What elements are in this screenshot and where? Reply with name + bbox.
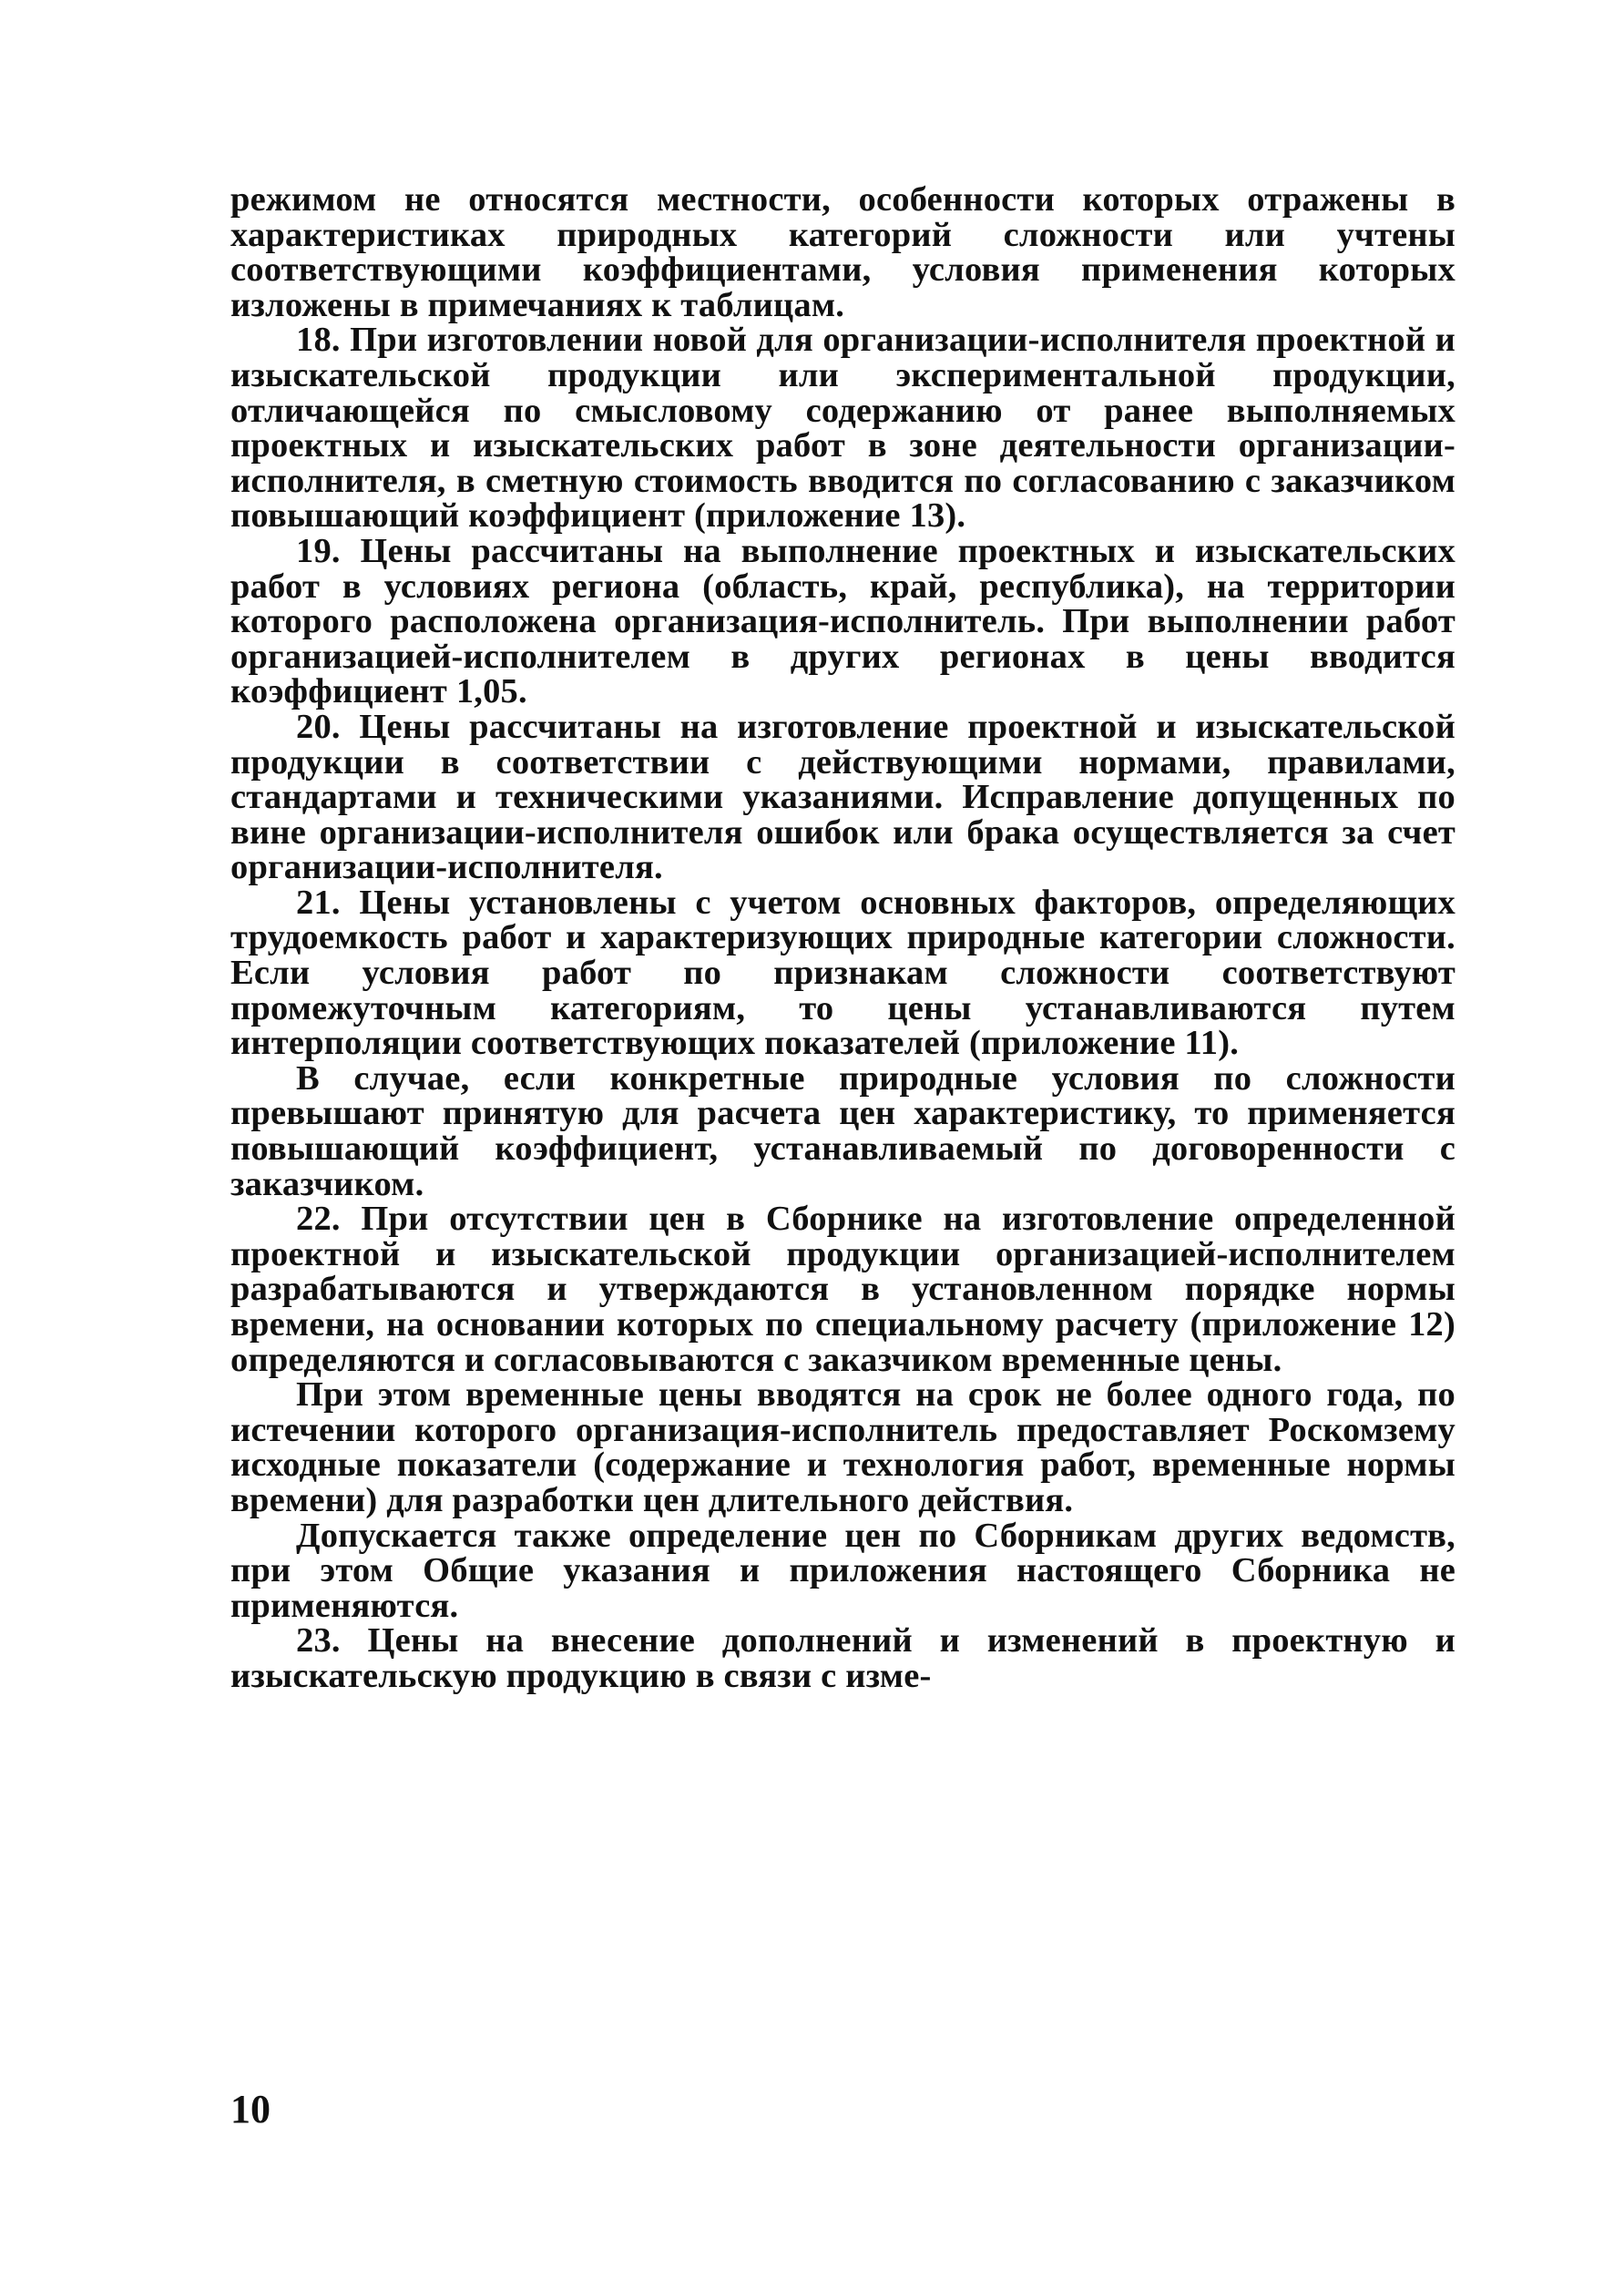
paragraph-21-case: В случае, если конкретные природные условия по сложности превышают принятую для расчета цен характеристику, то применяется повышающий коэффициент, устанавливаемый по договоренности с заказчиком. [230,1058,1455,1203]
paragraph-22-other-collections: Допускается также определение цен по Сборникам других ведомств, при этом Общие указания и приложения настоящего Сборника не применяются. [230,1516,1455,1625]
paragraph-19: 19. Цены рассчитаны на выполнение проектных и изыскательских работ в условиях региона (область, край, республика), на территории которого расположена организация-исполнитель. При выполнении работ организацией-исполнителем в других регионах в цены вводится коэффициент 1,05. [230,531,1455,711]
paragraph-23: 23. Цены на внесение дополнений и изменений в проектную и изыскательскую продукцию в связи с изме- [230,1621,1455,1695]
body-text [230,182,1455,1694]
paragraph-22: 22. При отсутствии цен в Сборнике на изготовление определенной проектной и изыскательской продукции организацией-исполнителем разрабатываются и утверждаются в установленном порядке нормы времени, на основании которых по специальному расчету (приложение 12) определяются и согласовываются с заказчиком временные цены. [230,1200,1455,1379]
paragraph-continuation: режимом не относятся местности, особенности которых отражены в характеристиках природных категорий сложности или учтены соответствующими коэффициентами, условия применения которых изложены в примечаниях к таблицам. [230,180,1455,324]
paragraph-18: 18. При изготовлении новой для организации-исполнителя проектной и изыскательской продукции или экспериментальной продукции, отличающейся по смысловому содержанию от ранее выполняемых проектных и изыскательских работ в зоне деятельности организации-исполнителя, в сметную стоимость вводится по согласованию с заказчиком повышающий коэффициент (приложение 13). [230,321,1455,536]
paragraph-21: 21. Цены установлены с учетом основных факторов, определяющих трудоемкость работ и характеризующих природные категории сложности. Если условия работ по признакам сложности соответствуют промежуточным категориям, то цены устанавливаются путем интерполяции соответствующих показателей (приложение 11). [230,883,1455,1063]
paragraph-20: 20. Цены рассчитаны на изготовление проектной и изыскательской продукции в соответствии с действующими нормами, правилами, стандартами и техническими указаниями. Исправление допущенных по вине организации-исполнителя ошибок или брака осуществляется за счет организации-исполнителя. [230,707,1455,887]
page-number: 10 [230,2087,271,2131]
paragraph-22-temporary-prices: При этом временные цены вводятся на срок не более одного года, по истечении которого организация-исполнитель предоставляет Роскомзему исходные показатели (содержание и технология работ, временные нормы времени) для разработки цен длительного действия. [230,1375,1455,1519]
